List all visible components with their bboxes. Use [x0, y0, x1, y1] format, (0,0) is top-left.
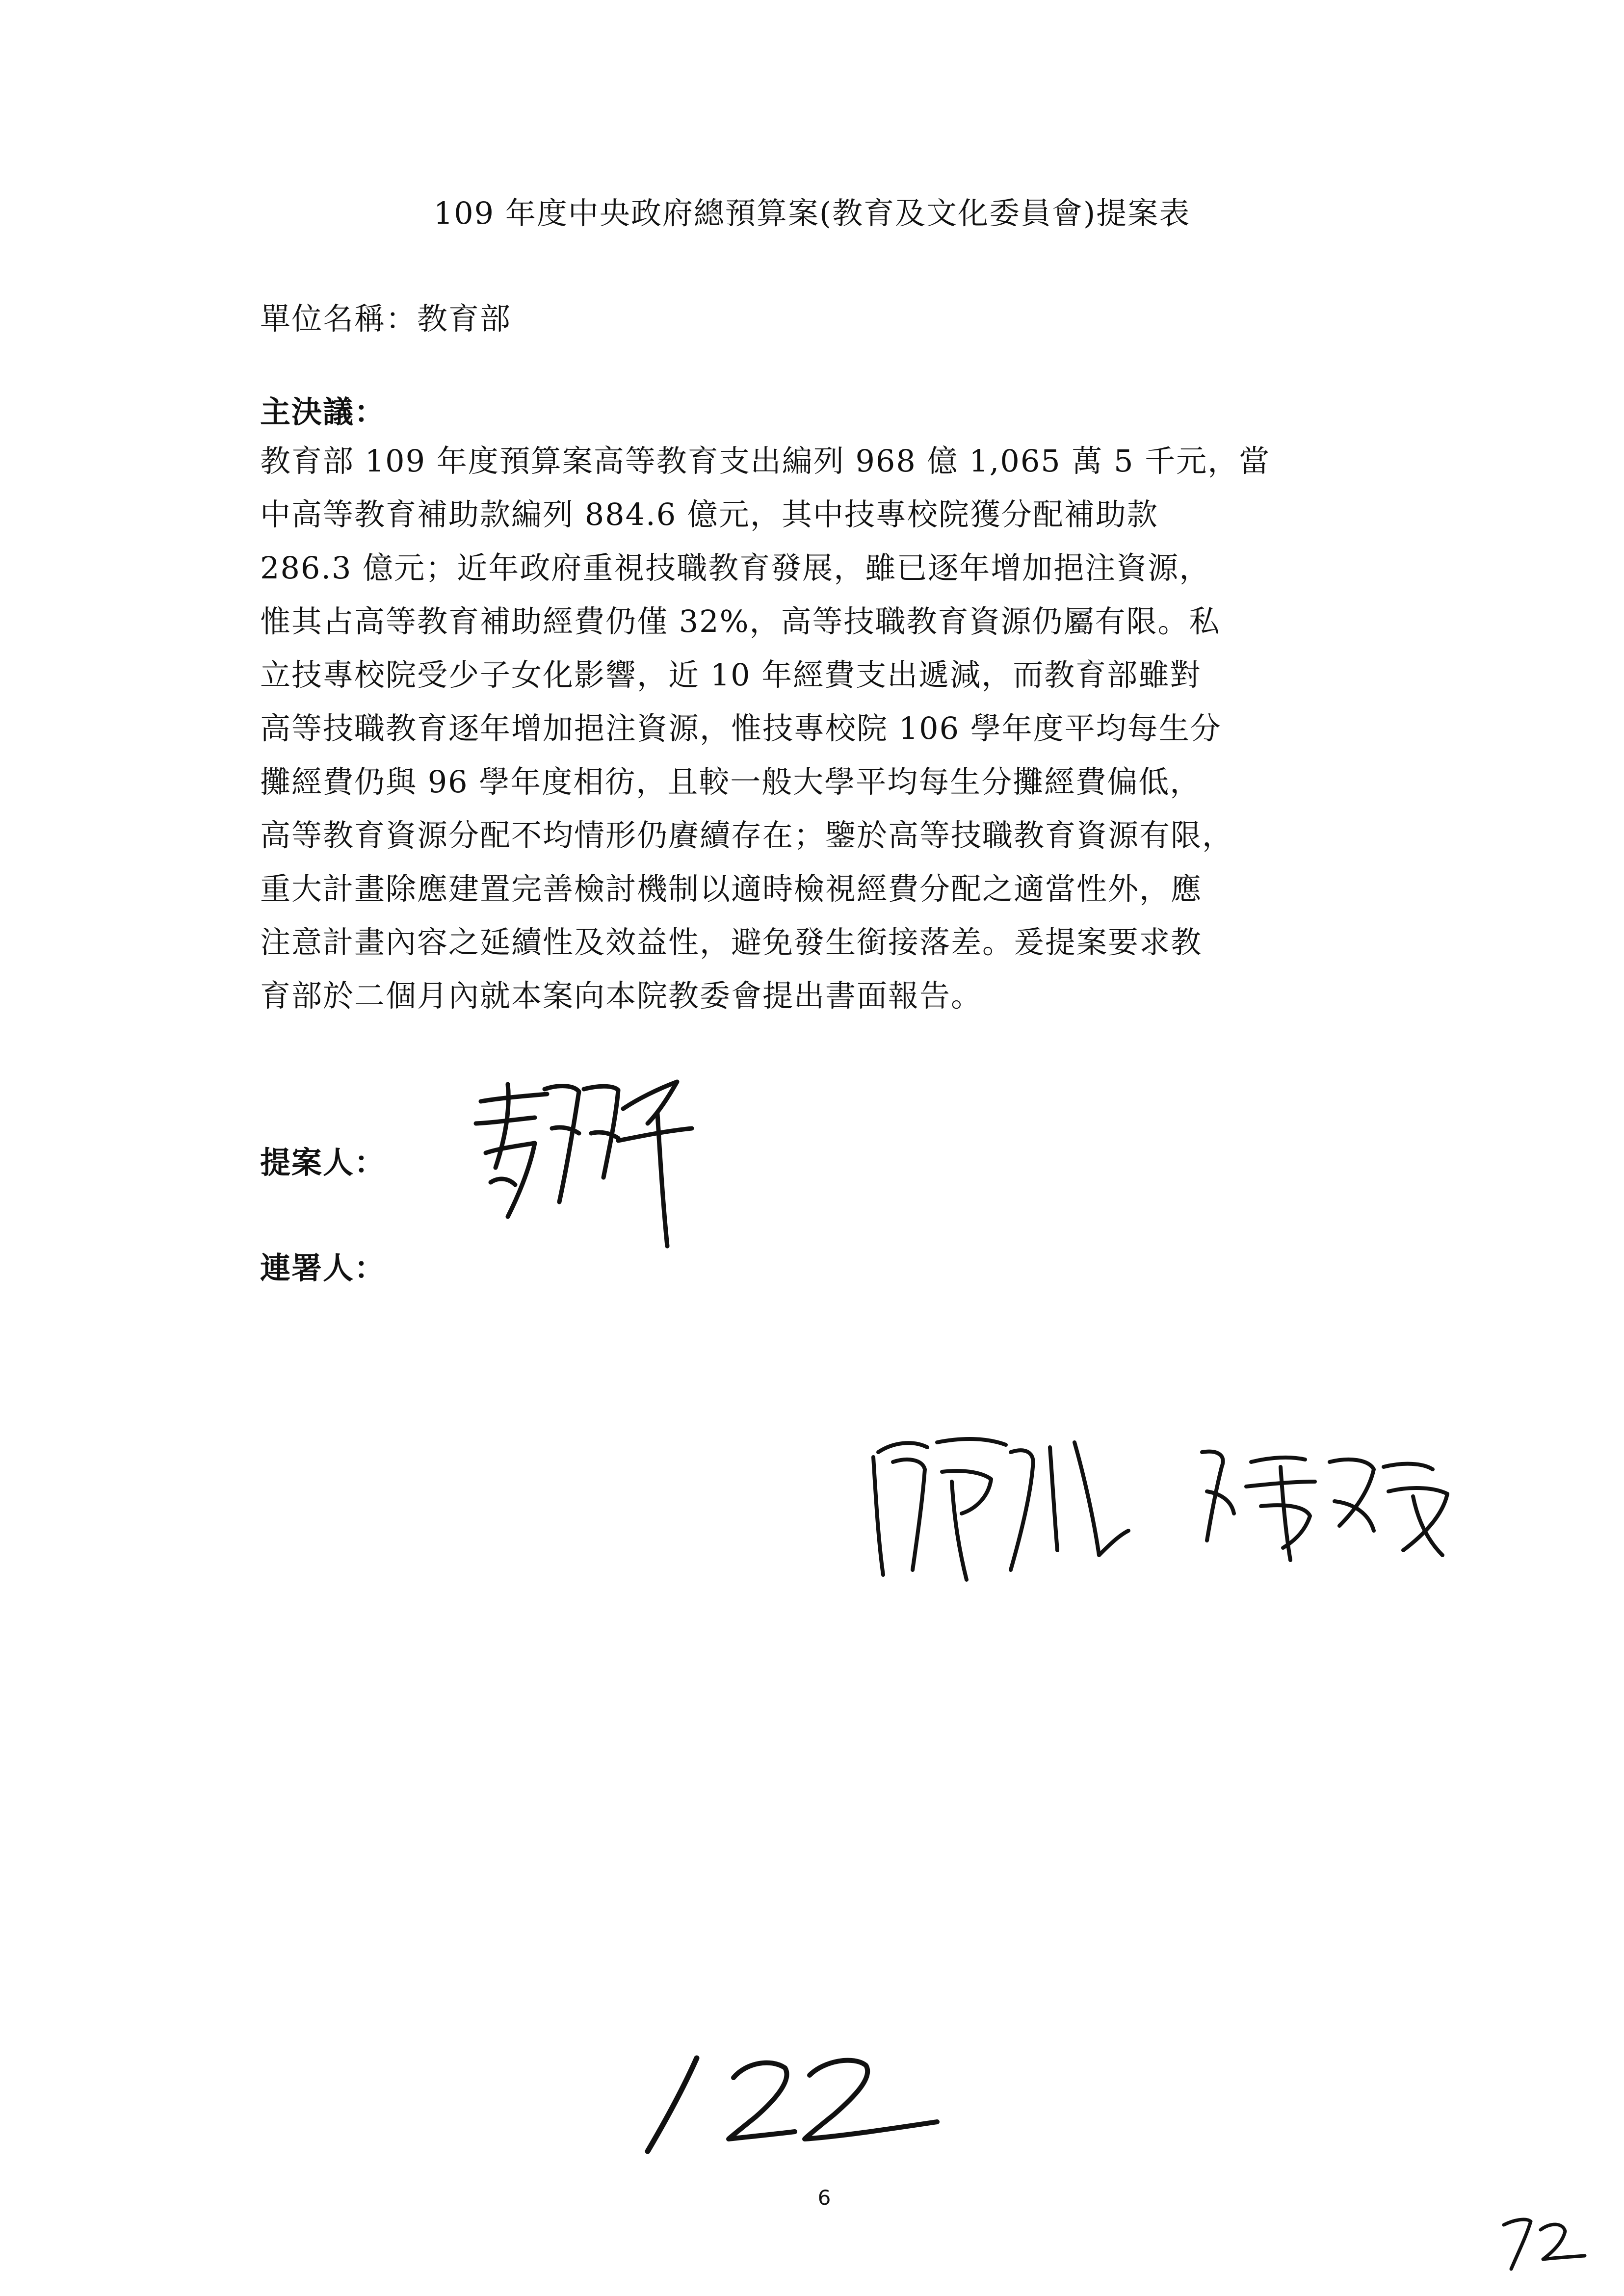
proposer-label: 提案人： [260, 1145, 386, 1180]
body-line: 惟其占高等教育補助經費仍僅 32%，高等技職教育資源仍屬有限。私 [260, 603, 1221, 639]
body-line: 重大計畫除應建置完善檢討機制以適時檢視經費分配之適當性外，應 [260, 871, 1203, 907]
cosigner-label: 連署人： [260, 1250, 386, 1286]
body-line: 高等技職教育逐年增加挹注資源，惟技專校院 106 學年度平均每生分 [260, 710, 1222, 746]
handwritten-page-mark [633, 2036, 952, 2164]
body-line: 攤經費仍與 96 學年度相彷，且較一般大學平均每生分攤經費偏低， [260, 764, 1202, 800]
page-number: 6 [817, 2186, 831, 2210]
unit-name-line: 單位名稱：教育部 [260, 301, 512, 337]
handwritten-corner-mark [1494, 2203, 1592, 2276]
body-line: 教育部 109 年度預算案高等教育支出編列 968 億 1,065 萬 5 千元，當 [260, 443, 1271, 479]
body-line: 立技專校院受少子女化影響，近 10 年經費支出遞減，而教育部雖對 [260, 657, 1202, 693]
body-line: 育部於二個月內就本案向本院教委會提出書面報告。 [260, 978, 983, 1014]
body-line: 高等教育資源分配不均情形仍賡續存在；鑒於高等技職教育資源有限， [260, 817, 1234, 853]
body-line: 注意計畫內容之延續性及效益性，避免發生銜接落差。爰提案要求教 [260, 924, 1203, 960]
proposer-signature [461, 1055, 716, 1261]
main-resolution-heading: 主決議： [260, 394, 386, 430]
body-line: 中高等教育補助款編列 884.6 億元，其中技專校院獲分配補助款 [260, 496, 1158, 532]
body-line: 286.3 億元；近年政府重視技職教育發展，雖已逐年增加挹注資源， [260, 550, 1211, 586]
cosigner-signature-1 [864, 1423, 1148, 1590]
cosigner-signature-2 [1187, 1433, 1462, 1580]
document-title: 109 年度中央政府總預算案(教育及文化委員會)提案表 [433, 195, 1191, 231]
main-resolution-body [260, 434, 1403, 1022]
